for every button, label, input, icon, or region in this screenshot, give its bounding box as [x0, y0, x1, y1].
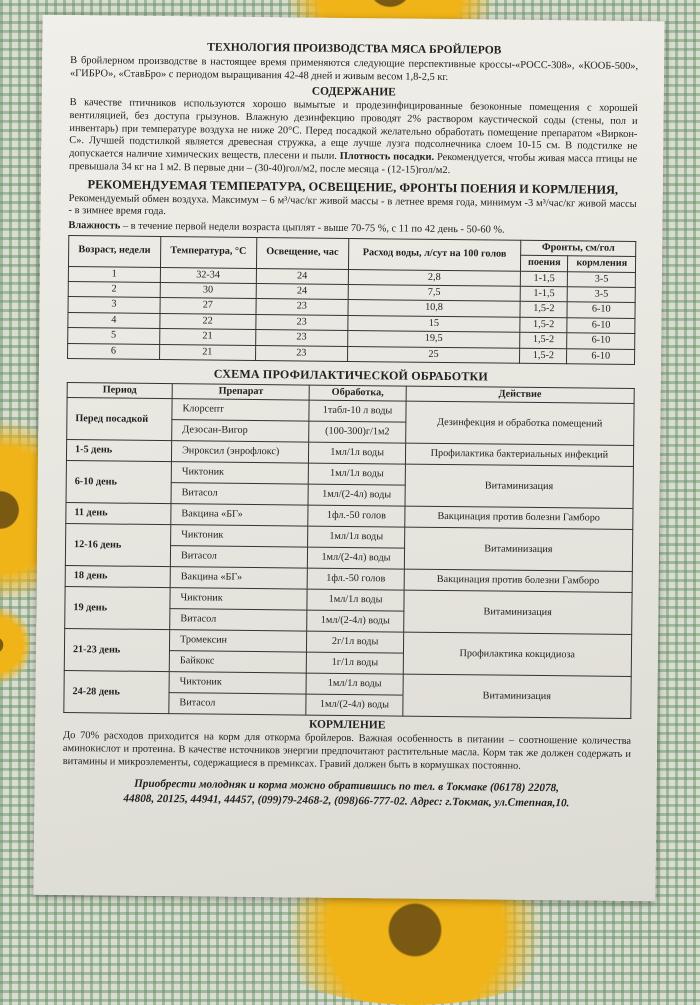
col-action-header: Действие: [406, 386, 635, 404]
drug-cell: Дезосан-Вигор: [172, 420, 310, 442]
drug-cell: Клорсепт: [172, 399, 310, 421]
table-cell: 3: [68, 297, 160, 313]
table-cell: 24: [256, 284, 348, 300]
treatment-cell: 1мл/1л воды: [308, 526, 404, 548]
humidity-text: – в течение первой недели возраста цыплят - выше 70-75 %, с 11 по 42 день - 50-60 %.: [122, 220, 505, 236]
drug-cell: Энроксил (энрофлокс): [171, 441, 309, 463]
treatment-cell: 1мл/(2-4л) воды: [307, 610, 403, 632]
content-text: В качестве птичников используются хорошо вымытые и продезинфицированные безоконные помещения с хорошей вентиляцией, без доступа грызунов. Влажную дезинфекцию проводят 2% раствором каустической соды (стены, пол и инвентарь) при температуре воздуха не ниже 20°С. Перед посадкой желательно обработать помещение препаратом «Виркон-С». Лучшей подстилкой является древесная стружка, а еще лучше лузга подсолнечника слоем 10-15 см. В подстилке не допускается наличие химических веществ, плесени и пыли.: [69, 97, 638, 163]
col-water-header: Расход воды, л/сут на 100 голов: [348, 238, 521, 271]
action-cell: Витаминизация: [403, 590, 632, 634]
period-cell: Перед посадкой: [67, 398, 172, 441]
treatment-cell: 2г/1л воды: [307, 631, 403, 653]
drug-cell: Чиктоник: [169, 672, 307, 694]
drug-cell: Витасол: [170, 609, 308, 631]
table-cell: 1,5-2: [520, 302, 567, 318]
table-cell: 3-5: [568, 287, 636, 303]
period-cell: 24-28 день: [64, 671, 169, 714]
action-cell: Дезинфекция и обработка помещений: [405, 401, 634, 445]
table-cell: 30: [160, 283, 256, 299]
period-cell: 21-23 день: [64, 629, 169, 672]
treatment-cell: 1мл/(2-4л) воды: [308, 547, 404, 569]
table-cell: 1-1,5: [521, 271, 568, 287]
table-cell: 27: [160, 298, 256, 314]
contact-footer: [62, 776, 630, 812]
col-feeding-header: кормления: [568, 256, 636, 272]
drug-cell: Байкокс: [169, 651, 307, 673]
feeding-paragraph: До 70% расходов приходится на корм для откорма бройлеров. Важная особенность в питании – соотношение количества аминокислот и протеина. В качестве источников энергии предпочитают растительные масла. Корм так же должен содержать и витамины и микроэлементы, содержащиеся в премиксах. Гравий должен быть в кормушках постоянно.: [62, 730, 632, 772]
drug-cell: Чиктоник: [171, 462, 309, 484]
table-cell: 19,5: [347, 331, 520, 348]
action-cell: Витаминизация: [402, 674, 631, 718]
action-cell: Вакцинация против болезни Гамборо: [404, 506, 633, 529]
table-cell: 15: [348, 315, 521, 332]
table-cell: 6: [68, 343, 160, 359]
humidity-label: Влажность: [68, 220, 121, 232]
prophylaxis-table-body: [64, 398, 634, 719]
temperature-heading: РЕКОМЕНДУЕМАЯ ТЕМПЕРАТУРА, ОСВЕЩЕНИЕ, ФРОНТЫ ПОЕНИЯ И КОРМЛЕНИЯ,: [87, 176, 619, 197]
table-cell: 6-10: [567, 349, 635, 365]
table-cell: 23: [256, 299, 348, 315]
table-cell: 23: [255, 330, 347, 346]
feeding-heading: КОРМЛЕНИЕ: [308, 718, 386, 732]
conditions-table: [67, 235, 636, 365]
treatment-cell: 1фл.-50 голов: [308, 505, 404, 527]
table-cell: 23: [256, 314, 348, 330]
col-drug-header: Препарат: [172, 383, 310, 400]
content-paragraph: [69, 97, 638, 179]
treatment-cell: 1табл-10 л воды: [309, 400, 405, 422]
leaflet-sheet: [33, 15, 664, 901]
treatment-cell: 1г/1л воды: [307, 652, 403, 674]
air-exchange-paragraph: Рекомендуемый обмен воздуха. Максимум – 6 м³/час/кг живой массы - в летнее время года, минимум -3 м³/час/кг живой массы - в зимнее время года.: [68, 192, 637, 218]
drug-cell: Чиктоник: [170, 588, 308, 610]
drug-cell: Чиктоник: [171, 525, 309, 547]
action-cell: Витаминизация: [404, 527, 633, 571]
treatment-cell: 1мл/1л воды: [309, 463, 405, 485]
period-cell: 18 день: [65, 566, 170, 588]
col-lighting-header: Освещение, час: [256, 237, 348, 269]
treatment-cell: 1мл/(2-4л) воды: [306, 694, 402, 716]
table-cell: 2,8: [348, 269, 521, 286]
sunflower-decoration-left-lower: [0, 600, 30, 690]
contact-line-1: Приобрести молодняк и корма можно обратившись по тел. в Токмаке (06178) 22078,: [134, 778, 560, 795]
table-cell: 2: [68, 282, 160, 298]
document-title: ТЕХНОЛОГИЯ ПРОИЗВОДСТВА МЯСА БРОЙЛЕРОВ: [207, 41, 502, 57]
drug-cell: Вакцина «БГ»: [170, 567, 308, 589]
period-cell: 11 день: [66, 503, 171, 525]
table-cell: 4: [68, 312, 160, 328]
action-cell: Профилактика кокцидиоза: [403, 632, 632, 676]
drug-cell: Витасол: [170, 546, 308, 568]
treatment-cell: 1мл/1л воды: [309, 442, 405, 464]
table-cell: 6-10: [567, 302, 635, 318]
treatment-cell: 1мл/1л воды: [306, 673, 402, 695]
treatment-cell: 1мл/1л воды: [307, 589, 403, 611]
treatment-cell: (100-300)г/1м2: [309, 421, 405, 443]
action-cell: Профилактика бактериальных инфекций: [405, 443, 634, 466]
table-cell: 1,5-2: [520, 317, 567, 333]
table-cell: 1,5-2: [520, 333, 567, 349]
col-age-header: Возраст, недели: [68, 235, 160, 267]
col-fronts-header: Фронты, см/гол: [521, 240, 636, 257]
treatment-cell: 1мл/(2-4л) воды: [308, 484, 404, 506]
period-cell: 1-5 день: [66, 440, 171, 462]
table-cell: 1-1,5: [520, 286, 567, 302]
table-cell: 6-10: [567, 333, 635, 349]
table-cell: 3-5: [568, 271, 636, 287]
table-cell: 5: [68, 328, 160, 344]
density-text: Рекомендуется, чтобы живая масса птицы не превышала 34 кг на 1 м2. В первые дни – (30-40)гол/м2, после месяца - (12-15)гол/м2.: [68, 152, 638, 176]
prophylaxis-table: [63, 382, 634, 719]
table-cell: 24: [256, 268, 348, 284]
scheme-title: СХЕМА ПРОФИЛАКТИЧЕСКОЙ ОБРАБОТКИ: [213, 366, 489, 384]
table-cell: 7,5: [348, 285, 521, 302]
drug-cell: Вакцина «БГ»: [171, 504, 309, 526]
contact-line-2: 44808, 20125, 44941, 44457, (099)79-2468-2, (098)66-777-02. Адрес: г.Токмак, ул.Степная,10.: [123, 793, 570, 810]
table-cell: 10,8: [348, 300, 521, 317]
table-cell: 22: [160, 313, 256, 329]
col-drinking-header: поения: [521, 255, 568, 271]
table-cell: 23: [255, 345, 347, 361]
col-treatment-header: Обработка,: [310, 385, 406, 401]
content-heading: СОДЕРЖАНИЕ: [311, 85, 396, 99]
action-cell: Вакцинация против болезни Гамборо: [404, 569, 633, 592]
table-cell: 21: [159, 344, 255, 360]
period-cell: 19 день: [65, 587, 170, 630]
table-cell: 6-10: [567, 318, 635, 334]
col-temperature-header: Температура, °С: [160, 236, 256, 268]
table-cell: 1: [68, 266, 160, 282]
col-period-header: Период: [67, 382, 172, 399]
drug-cell: Тромексин: [170, 630, 308, 652]
table-cell: 1,5-2: [520, 348, 567, 364]
action-cell: Витаминизация: [405, 464, 634, 508]
period-cell: 6-10 день: [66, 461, 171, 504]
intro-paragraph: В бройлерном производстве в настоящее время применяются следующие перспективные кроссы-«РОСС-308», «КООБ-500», «ГИБРО», «СтавБро» с периодом выращивания 42-48 дней и живым весом 1,8-2,5 кг.: [69, 55, 639, 83]
drug-cell: Витасол: [169, 693, 307, 715]
treatment-cell: 1фл.-50 голов: [308, 568, 404, 590]
drug-cell: Витасол: [171, 483, 309, 505]
table-cell: 21: [159, 329, 255, 345]
conditions-table-body: [68, 266, 636, 365]
table-cell: 25: [347, 346, 520, 363]
period-cell: 12-16 день: [65, 524, 170, 567]
table-cell: 32-34: [160, 267, 256, 283]
density-label: Плотность посадки.: [339, 151, 435, 164]
